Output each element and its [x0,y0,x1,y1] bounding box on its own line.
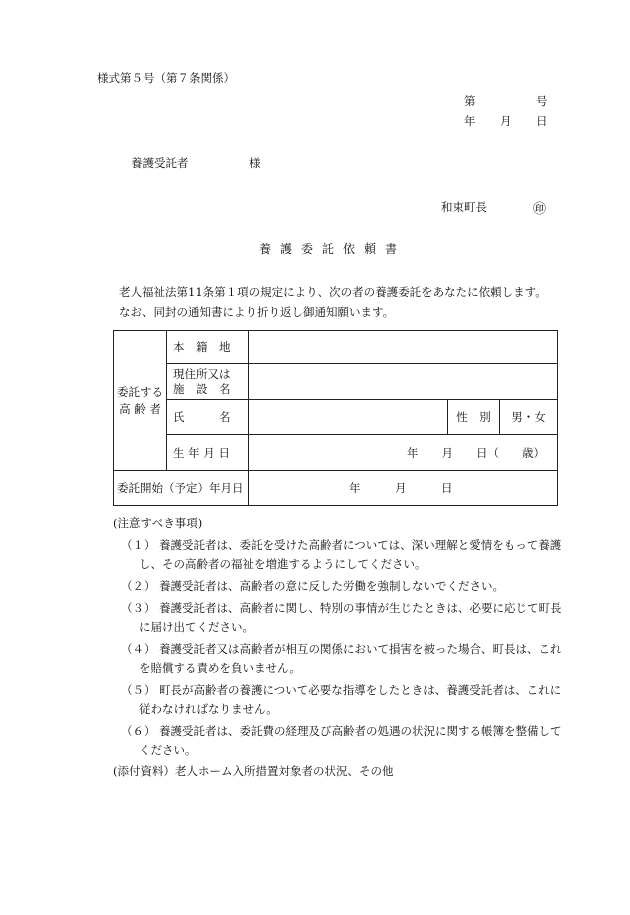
intro-line-1: 老人福祉法第11条第１項の規定により、次の者の養護委託をあなたに依頼します。 [119,285,547,299]
note-number: （１） [121,538,156,552]
intro-line-2: なお、同封の通知書により折り返し御通知願います。 [119,305,395,319]
start-date-label: 委託開始（予定）年月日 [114,471,249,506]
attachment-note: (添付資料）老人ホーム入所措置対象者の状況、その他 [113,764,394,778]
note-item [113,722,575,760]
note-number: （５） [121,683,156,697]
birth-field[interactable]: 年 月 日（ 歳） [249,435,558,471]
note-item [113,681,575,719]
note-text [159,577,575,596]
note-item [113,536,575,574]
addressee-label: 養護受託者 [131,156,189,170]
note-number: （２） [121,579,156,593]
date-day: 日 [536,114,548,128]
note-line: し、その高齢者の福祉を増進するようにしてください。 [139,557,427,571]
sex-label: 性 別 [448,400,500,435]
note-line: 従わなければなりません。 [139,702,278,716]
note-text [139,536,575,574]
address-label: 現住所又は 施 設 名 [167,364,249,400]
note-line: ください。 [139,743,197,757]
note-line: 養護受託者は、委託費の経理及び高齢者の処遇の状況に関する帳簿を整備して [159,724,562,738]
start-date-field[interactable]: 年 月 日 [249,471,558,506]
note-text [139,640,575,678]
document-title: 養護委託依頼書 [259,242,407,256]
doc-no-dai: 第 [464,94,476,108]
note-number: （３） [121,601,156,615]
name-label: 氏 名 [167,400,249,435]
honseki-label: 本 籍 地 [167,331,249,364]
note-number: （４） [121,642,156,656]
date-month: 月 [500,114,512,128]
form-number: 様式第５号（第７条関係） [97,71,235,85]
note-text [139,681,575,719]
note-text [139,722,575,760]
date-year: 年 [464,114,476,128]
note-line: を賠償する責めを負いません。 [139,661,301,675]
note-item [113,599,575,637]
seal-icon: ㊞ [533,202,547,217]
name-field[interactable] [249,400,448,435]
elderly-group-label: 委託する 高 齢 者 [114,331,167,471]
doc-no-go: 号 [536,94,548,108]
note-number: （６） [121,724,156,738]
note-item [113,640,575,678]
birth-label: 生 年 月 日 [167,435,249,471]
honseki-field[interactable] [249,331,558,364]
sex-value[interactable]: 男・女 [500,400,558,435]
note-line: に届け出てください。 [139,620,254,634]
note-line: 町長が高齢者の養護について必要な指導をしたときは、養護受託者は、これに [159,683,562,697]
sender-name: 和束町長 [441,200,487,214]
elderly-info-table [113,330,558,506]
note-line: 養護受託者は、委託を受けた高齢者については、深い理解と愛情をもって養護 [159,538,562,552]
note-line: 養護受託者は、高齢者に関し、特別の事情が生じたときは、必要に応じて町長 [159,601,562,615]
notes-heading: (注意すべき事項) [113,516,203,530]
note-item [113,577,575,596]
note-line: 養護受託者又は高齢者が相互の関係において損害を被った場合、町長は、これ [159,642,562,656]
address-field[interactable] [249,364,558,400]
note-text [139,599,575,637]
note-line: 養護受託者は、高齢者の意に反した労働を強制しないでください。 [159,579,504,593]
notes-section [113,514,575,781]
addressee-sama: 様 [249,156,261,170]
